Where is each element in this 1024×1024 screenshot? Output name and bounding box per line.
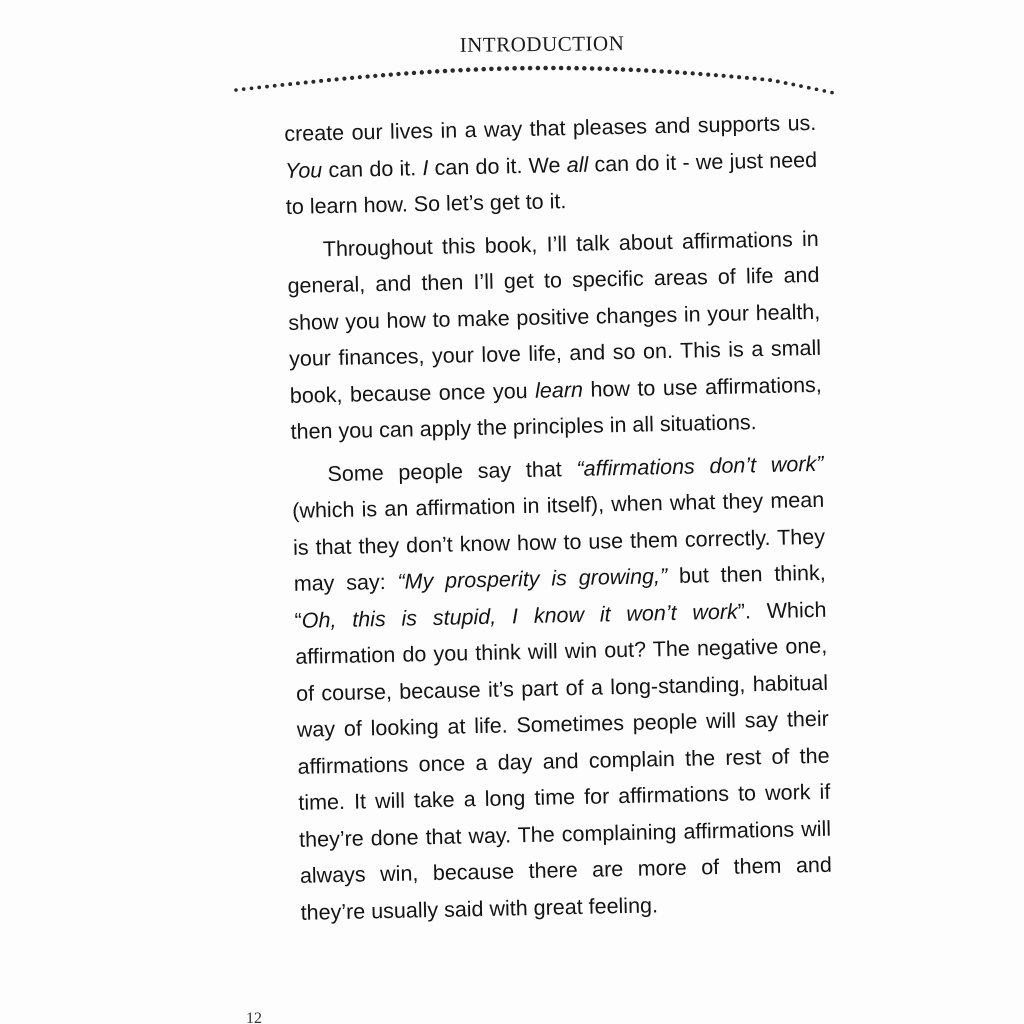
rule-dot bbox=[257, 86, 261, 90]
rule-dot bbox=[598, 66, 603, 71]
rule-dot bbox=[373, 74, 377, 78]
rule-dot bbox=[474, 67, 479, 72]
italic-text: You bbox=[284, 157, 323, 183]
text-run: but then think, “ bbox=[294, 560, 826, 633]
rule-dot bbox=[512, 66, 517, 71]
italic-text: “My prosperity is growing,” bbox=[397, 564, 668, 594]
text-run: create our lives in a way that pleases and supports us. bbox=[284, 110, 817, 146]
text-run: (which is an affirmation in itself), when what they mean is that they don’t know how to use them correctly. They may say: bbox=[292, 487, 826, 596]
rule-dot bbox=[675, 70, 679, 74]
rule-dot bbox=[551, 66, 556, 71]
paragraph bbox=[291, 445, 833, 931]
rule-dot bbox=[489, 67, 494, 72]
rule-dot bbox=[706, 73, 710, 77]
rule-dot bbox=[729, 74, 733, 78]
rule-dot bbox=[722, 74, 726, 78]
rule-dot bbox=[768, 78, 772, 82]
rule-dot bbox=[273, 84, 277, 88]
rule-dot bbox=[830, 91, 834, 95]
rule-dot bbox=[574, 66, 579, 71]
rule-dot bbox=[234, 88, 238, 92]
rule-dot bbox=[807, 86, 811, 90]
rule-dot bbox=[784, 81, 788, 85]
rule-dot bbox=[799, 84, 803, 88]
rule-dot bbox=[458, 68, 463, 73]
rule-dot bbox=[505, 66, 510, 71]
rule-dot bbox=[396, 72, 400, 76]
rule-dot bbox=[660, 69, 664, 73]
rule-dot bbox=[466, 68, 471, 73]
text-run: Some people say that bbox=[327, 456, 577, 486]
rule-dot bbox=[559, 66, 564, 71]
rule-dot bbox=[644, 68, 648, 72]
dotted-rule bbox=[0, 0, 1024, 110]
rule-dot bbox=[435, 69, 439, 73]
paragraph bbox=[286, 220, 822, 450]
rule-dot bbox=[404, 71, 408, 75]
italic-text: I bbox=[422, 155, 429, 180]
rule-dot bbox=[365, 74, 369, 78]
rule-dot bbox=[543, 66, 548, 71]
rule-dot bbox=[443, 69, 448, 74]
rule-dot bbox=[667, 70, 671, 74]
rule-dot bbox=[381, 73, 385, 77]
rule-dot bbox=[683, 71, 687, 75]
chapter-title: INTRODUCTION bbox=[459, 31, 625, 57]
rule-dot bbox=[567, 66, 572, 71]
italic-text: “affirmations don’t work” bbox=[576, 451, 824, 481]
rule-dot bbox=[582, 66, 587, 71]
rule-dot bbox=[481, 67, 486, 72]
rule-dot bbox=[753, 77, 757, 81]
rule-dot bbox=[822, 89, 826, 93]
rule-dot bbox=[311, 80, 315, 84]
rule-dot bbox=[242, 87, 246, 91]
rule-dot bbox=[536, 66, 541, 71]
rule-dot bbox=[319, 79, 323, 83]
text-run: Throughout this book, I’ll talk about affirmations in general, and then I’ll get to specific areas of life and show you how to make positive changes in your health, your finances, your love life, and so on. This is a small book, because once you bbox=[287, 226, 822, 408]
rule-dot bbox=[776, 79, 780, 83]
rule-dot bbox=[636, 68, 640, 72]
rule-dot bbox=[288, 82, 292, 86]
rule-dot bbox=[280, 83, 284, 87]
rule-dot bbox=[296, 81, 300, 85]
italic-text: learn bbox=[534, 377, 584, 403]
rule-dot bbox=[605, 67, 610, 72]
rule-dot bbox=[358, 75, 362, 79]
rule-dot bbox=[737, 75, 741, 79]
rule-dot bbox=[621, 67, 626, 72]
rule-dot bbox=[265, 85, 269, 89]
rule-dot bbox=[497, 66, 502, 71]
rule-dot bbox=[520, 66, 525, 71]
rule-dot bbox=[335, 77, 339, 81]
text-run: can do it - we just need to learn how. So let’s get to it. bbox=[285, 147, 818, 219]
rule-dot bbox=[304, 81, 308, 85]
rule-dot bbox=[698, 72, 702, 76]
paragraph bbox=[284, 105, 818, 226]
text-run: can do it. bbox=[321, 155, 423, 182]
rule-dot bbox=[691, 71, 695, 75]
rule-dot bbox=[327, 78, 331, 82]
text-run: how to use affirmations, then you can apply the principles in all situations. bbox=[290, 372, 823, 444]
rule-dot bbox=[350, 76, 354, 80]
rule-dot bbox=[420, 70, 424, 74]
italic-text: all bbox=[566, 152, 589, 177]
text-run: can do it. We bbox=[428, 152, 567, 180]
rule-dot bbox=[528, 66, 533, 71]
rule-dot bbox=[652, 69, 656, 73]
italic-text: Oh, this is stupid, I know it won’t work bbox=[301, 599, 739, 633]
rule-dot bbox=[389, 72, 393, 76]
rule-dot bbox=[427, 70, 431, 74]
rule-dot bbox=[760, 77, 764, 81]
rule-dot bbox=[791, 83, 795, 87]
rule-dot bbox=[342, 77, 346, 81]
text-run: ”. Which affirmation do you think will win out? The negative one, of course, because it’s part of a long-standing, habitual way of looking at life. Sometimes people will say their affirmations once a day and complain the rest of the time. It will take a long time for affirmations to work if they’re done that way. The complaining affirmations will always win, because there are more of them and they’re usually said with great feeling. bbox=[295, 597, 833, 925]
rule-dot bbox=[450, 68, 455, 73]
rule-dot bbox=[613, 67, 618, 72]
rule-dot bbox=[815, 87, 819, 91]
rule-dot bbox=[412, 71, 416, 75]
rule-dot bbox=[745, 76, 749, 80]
body-text bbox=[284, 105, 833, 937]
rule-dot bbox=[590, 66, 595, 71]
rule-dot bbox=[629, 68, 633, 72]
rule-dot bbox=[714, 73, 718, 77]
page-number: 12 bbox=[246, 1010, 262, 1024]
rule-dot bbox=[250, 86, 254, 90]
